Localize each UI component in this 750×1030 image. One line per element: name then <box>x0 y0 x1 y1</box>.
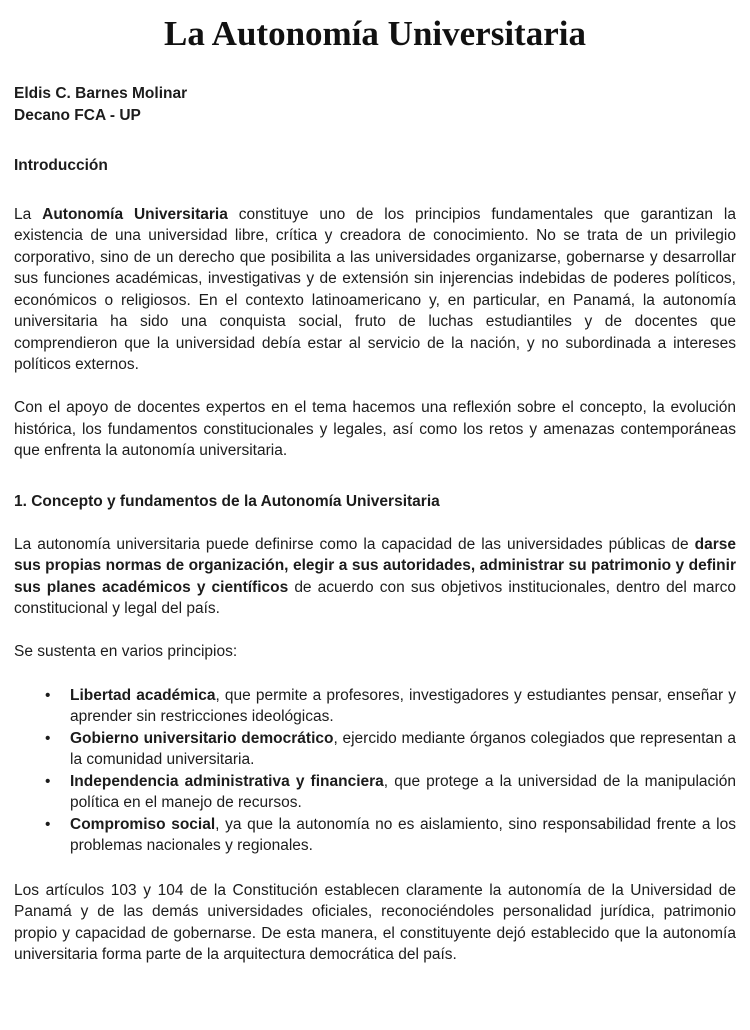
author-block <box>14 83 736 127</box>
bullet-icon: • <box>45 729 51 747</box>
list-item <box>45 685 736 728</box>
paragraph-text: Con el apoyo de docentes expertos en el tema hacemos una reflexión sobre el concepto, la evolución histórica, los fundamentos constitucionales y legales, así como los retos y amenazas contemporáneas que enfrenta la autonomía universitaria. <box>14 399 736 460</box>
paragraph-concept <box>14 534 736 620</box>
paragraph-text: Se sustenta en varios principios: <box>14 643 238 661</box>
bullet-icon: • <box>45 772 51 790</box>
paragraph-closing <box>14 880 736 966</box>
bullet-icon: • <box>45 686 51 704</box>
paragraph-text: constituye uno de los principios fundamentales que garantizan la existencia de una universidad libre, crítica y creadora de conocimiento. No se trata de un privilegio corporativo, sino de un derecho que posibilita a las universidades organizarse, gobernarse y desarrollar sus funciones académicas, investigativas y de extensión sin injerencias indebidas de poderes políticos, económicos o religiosos. En el contexto latinoamericano y, en particular, en Panamá, la autonomía universitaria ha sido una conquista social, fruto de luchas estudiantiles y de docentes que comprendieron que la universidad debía estar al servicio de la nación, y no subordinada a intereses políticos externos. <box>14 205 736 374</box>
principle-text: , ya que la autonomía no es aislamiento, sino responsabilidad frente a los problemas nacionales y regionales. <box>70 815 736 855</box>
list-item <box>45 771 736 814</box>
paragraph-intro-1 <box>14 204 736 376</box>
paragraph-bold-text: darse sus propias normas de organización, elegir a sus autoridades, administrar su patrimonio y definir sus planes académicos y científicos <box>14 535 736 596</box>
principles-list <box>14 685 736 857</box>
paragraph-bold-text: Autonomía Universitaria <box>42 205 228 223</box>
principle-term: Gobierno universitario democrático <box>70 729 334 747</box>
list-item <box>45 728 736 771</box>
principle-text: , que permite a profesores, investigadores y estudiantes pensar, enseñar y aprender sin restricciones ideológicas. <box>70 686 736 726</box>
paragraph-text: La autonomía universitaria puede definirse como la capacidad de las universidades públicas de <box>14 535 695 553</box>
principle-term: Compromiso social <box>70 815 216 833</box>
document-title: La Autonomía Universitaria <box>164 14 586 53</box>
paragraph-text: de acuerdo con sus objetivos institucionales, dentro del marco constitucional y legal del país. <box>14 578 736 618</box>
list-item <box>45 814 736 857</box>
paragraph-intro-2 <box>14 397 736 462</box>
principles-lead <box>14 641 736 663</box>
paragraph-text: La <box>14 205 43 223</box>
bullet-icon: • <box>45 815 51 833</box>
paragraph-text: Los artículos 103 y 104 de la Constitución establecen claramente la autonomía de la Universidad de Panamá y de las demás universidades oficiales, reconociéndoles personalidad jurídica, patrimonio propio y capacidad de gobernarse. De esta manera, el constituyente dejó establecido que la autonomía universitaria forma parte de la arquitectura democrática del país. <box>14 881 736 964</box>
heading-introduccion: Introducción <box>14 157 108 175</box>
principle-term: Libertad académica <box>70 686 216 704</box>
principle-text: , que protege a la universidad de la manipulación política en el manejo de recursos. <box>70 772 736 812</box>
heading-section-1: 1. Concepto y fundamentos de la Autonomía Universitaria <box>14 492 440 510</box>
author-role: Decano FCA - UP <box>14 107 141 125</box>
principle-term: Independencia administrativa y financiera <box>70 772 384 790</box>
principle-text: , ejercido mediante órganos colegiados que representan a la comunidad universitaria. <box>70 729 736 769</box>
author-name: Eldis C. Barnes Molinar <box>14 85 188 103</box>
